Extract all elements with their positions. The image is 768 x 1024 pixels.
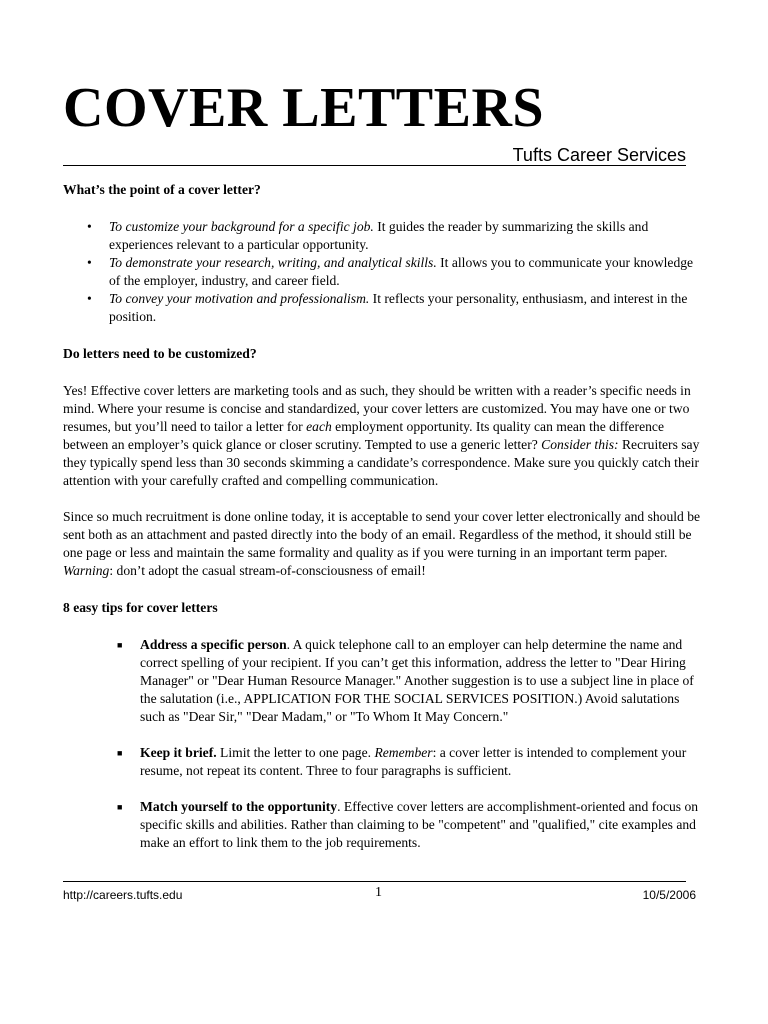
paragraph-customize: Yes! Effective cover letters are marketing tools and as such, they should be written with a reader’s specific needs in mind. Where your resume is concise and standardized, your cover letters are customized. You may have one or two resumes, but you’ll need to tailor a letter for each employment opportunity. Its quality can mean the difference between an employer’s quick glance or closer scrutiny. Tempted to use a generic letter? Consider this: Recruiters say they typically spend less than 30 seconds skimming a candidate’s correspondence. Make sure you quickly catch their attention with your carefully crafted and compelling communication. bbox=[63, 383, 700, 488]
square-bullet-icon: ■ bbox=[117, 748, 123, 758]
bullet-text: It reflects your personality, enthusiasm, and interest in the position. bbox=[109, 291, 688, 324]
point-bullet-list bbox=[63, 218, 705, 326]
bullet-lead: To customize your background for a specific job. bbox=[109, 219, 374, 234]
section-heading-tips: 8 easy tips for cover letters bbox=[63, 600, 218, 615]
list-item: ■ Match yourself to the opportunity. Effective cover letters are accomplishment-oriented and focus on specific skills and abilities. Rather than claiming to be "competent" and "qualified," cite examples and make an effort to link them to the job requirements. bbox=[117, 799, 699, 850]
footer-rule bbox=[63, 881, 686, 882]
bullet-text: It guides the reader by summarizing the skills and experiences relevant to a particular opportunity. bbox=[109, 219, 649, 252]
list-item bbox=[63, 218, 705, 254]
square-bullet-icon: ■ bbox=[117, 802, 123, 812]
list-item: ■ Address a specific person. A quick telephone call to an employer can help determine the name and correct spelling of your recipient. If you can’t get this information, address the letter to "Dear Hiring Manager" or "Dear Human Resource Manager." Another suggestion is to use a subject line in place of the salutation (i.e., APPLICATION FOR THE SOCIAL SERVICES POSITION.) Avoid salutations such as "Dear Sir," "Dear Madam," or "To Whom It May Concern." bbox=[117, 637, 694, 724]
page-subtitle: Tufts Career Services bbox=[512, 145, 686, 165]
section-question-customized: Do letters need to be customized? bbox=[63, 346, 257, 361]
paragraph-online: Since so much recruitment is done online today, it is acceptable to send your cover letter electronically and should be sent both as an attachment and pasted directly into the body of an email. Regardless of the method, it should still be one page or less and maintain the same formality and quality as if you were turning in an important term paper. Warning: don’t adopt the casual stream-of-consciousness of email! bbox=[63, 509, 701, 578]
footer-date: 10/5/2006 bbox=[642, 888, 696, 902]
bullet-text: It allows you to communicate your knowledge of the employer, industry, and career field. bbox=[109, 255, 694, 288]
bullet-lead: To demonstrate your research, writing, and analytical skills. bbox=[109, 255, 437, 270]
bullet-dot-icon: • bbox=[87, 255, 92, 270]
section-question-point: What’s the point of a cover letter? bbox=[63, 182, 261, 197]
bullet-dot-icon: • bbox=[87, 219, 92, 234]
page-title: COVER LETTERS bbox=[63, 77, 545, 139]
square-bullet-icon: ■ bbox=[117, 640, 123, 650]
bullet-lead: To convey your motivation and professionalism. bbox=[109, 291, 370, 306]
list-item bbox=[63, 254, 705, 290]
list-item bbox=[63, 290, 705, 326]
page-number: 1 bbox=[375, 885, 382, 900]
bullet-dot-icon: • bbox=[87, 291, 92, 306]
list-item: ■ Keep it brief. Limit the letter to one page. Remember: a cover letter is intended to complement your resume, not repeat its content. Three to four paragraphs is sufficient. bbox=[117, 745, 687, 778]
header-rule bbox=[63, 165, 686, 166]
footer-url-link[interactable]: http://careers.tufts.edu bbox=[63, 888, 183, 902]
tips-list bbox=[63, 636, 705, 852]
document-body bbox=[63, 181, 705, 852]
